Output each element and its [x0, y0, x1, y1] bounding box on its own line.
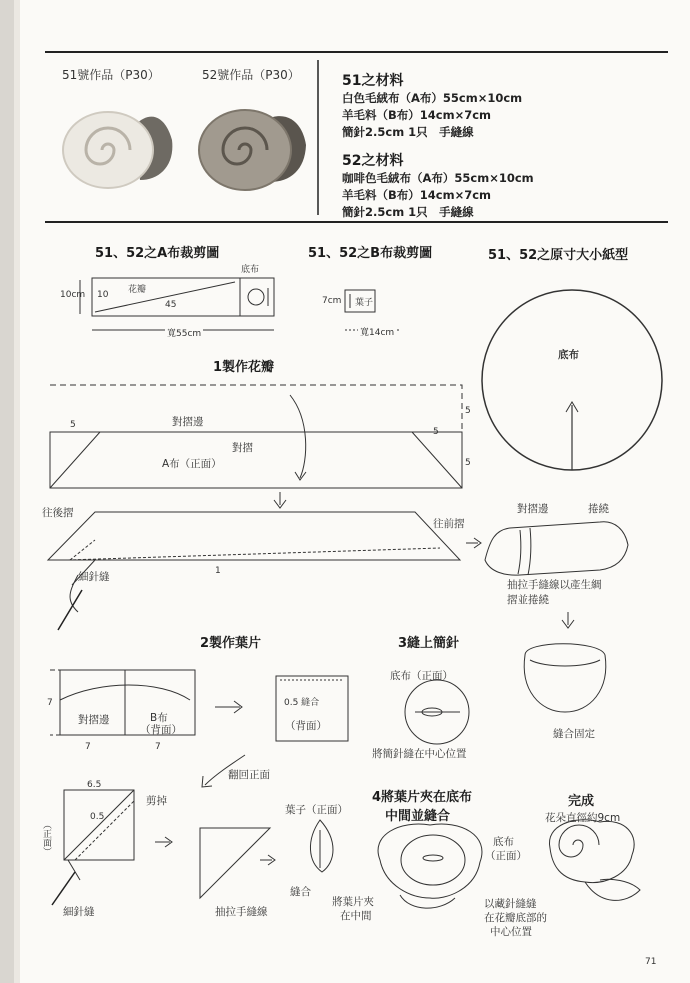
step3-base-front: 底布（正面）	[390, 670, 453, 682]
step2-b-2: （背面）	[140, 724, 182, 736]
step1-n5-bottom: 5	[465, 458, 471, 468]
step4-sew-3: 中心位置	[490, 926, 532, 938]
step4-sew-1: 以藏針縫縫	[484, 898, 537, 910]
b-height-label: 7cm	[322, 296, 342, 306]
step1-fabric: A布（正面）	[162, 458, 222, 470]
step3-note: 將簡針縫在中心位置	[372, 748, 467, 760]
step1-n5-top: 5	[465, 406, 471, 416]
step1-n1: 1	[215, 566, 221, 576]
step2-flip: 翻回正面	[228, 769, 270, 781]
step4-title-2: 中間並縫合	[385, 809, 451, 824]
page-number: 71	[645, 957, 657, 967]
a-base-label: 底布	[241, 265, 260, 275]
step1-fold-edge: 對摺邊	[172, 416, 204, 428]
step1-roll: 捲繞	[588, 503, 609, 515]
step2-n7-bottom-2: 7	[155, 742, 161, 752]
photo-caption-52: 52號作品（P30）	[202, 68, 300, 82]
step1-n5-right: 5	[433, 427, 439, 437]
step2-front: （正面）	[41, 820, 51, 856]
photo-caption-51: 51號作品（P30）	[62, 68, 160, 82]
a-cut-title: 51、52之A布裁剪圖	[95, 246, 220, 261]
step2-fold-edge: 對摺邊	[78, 714, 110, 726]
step2-n05: 0.5	[90, 812, 105, 822]
materials-51-line-1: 白色毛絨布（A布）55cm×10cm	[342, 91, 523, 105]
a-height-label: 10cm	[60, 290, 86, 300]
pattern-title: 51、52之原寸大小紙型	[488, 248, 629, 263]
step1-sew-fix: 縫合固定	[553, 728, 595, 740]
step2-title: 2製作葉片	[200, 636, 262, 651]
step2-fine-stitch: 細針縫	[63, 906, 95, 918]
step4-clip-2: 在中間	[340, 910, 372, 922]
done-title: 完成	[568, 794, 595, 809]
step4-sew-2: 在花瓣底部的	[484, 912, 547, 924]
materials-52-title: 52之材料	[342, 153, 404, 169]
pattern-base-label: 底布	[558, 349, 579, 361]
b-width-label: 寬14cm	[358, 325, 396, 338]
rose-photo-51	[63, 112, 172, 188]
b-leaf-label: 葉子	[355, 298, 374, 308]
a-n10-label: 10	[97, 290, 109, 300]
step1-fold-edge-2: 對摺邊	[517, 503, 549, 515]
materials-52-line-3: 簡針2.5cm 1只 手縫線	[342, 205, 474, 219]
step1-gather-2: 摺並捲繞	[507, 594, 549, 606]
step1-fold-back: 往後摺	[42, 507, 74, 519]
step2-n7-bottom-1: 7	[85, 742, 91, 752]
materials-52	[342, 150, 534, 221]
step1-title: 1製作花瓣	[213, 360, 275, 375]
step4-sew: 縫合	[290, 886, 311, 898]
materials-51-title: 51之材料	[342, 73, 404, 89]
step3-title: 3縫上簡針	[398, 636, 460, 651]
step1-fold-front: 往前摺	[433, 518, 465, 530]
step2-b-1: B布	[150, 712, 168, 724]
a-n45-label: 45	[165, 300, 177, 310]
a-width-label: 寬55cm	[165, 326, 203, 339]
b-cut-title: 51、52之B布裁剪圖	[308, 246, 433, 261]
materials-52-line-2: 羊毛料（B布）14cm×7cm	[342, 188, 492, 202]
materials-51	[342, 70, 522, 141]
done-diameter: 花朵直徑約9cm	[545, 812, 621, 824]
step4-clip-1: 將葉片夾	[332, 896, 374, 908]
step4-leaf-front: 葉子（正面）	[285, 804, 348, 816]
step4-title-1: 4將葉片夾在底布	[372, 790, 473, 805]
step2-n7-side: 7	[47, 698, 53, 708]
step1-gather-1: 抽拉手縫線以產生綢	[507, 579, 602, 591]
a-petal-label: 花瓣	[128, 285, 147, 295]
step1-fine-stitch: 細針縫	[78, 571, 110, 583]
materials-51-line-2: 羊毛料（B布）14cm×7cm	[342, 108, 492, 122]
materials-52-line-1: 咖啡色毛絨布（A布）55cm×10cm	[342, 171, 534, 185]
step2-cut: 剪掉	[146, 795, 167, 807]
step2-back: （背面）	[285, 720, 327, 732]
step4-base-2: （正面）	[485, 850, 527, 862]
step2-n65: 6.5	[87, 780, 102, 790]
rose-photo-52	[199, 110, 306, 190]
step4-base-1: 底布	[493, 836, 514, 848]
step2-seam: 0.5 縫合	[284, 698, 320, 708]
step1-n5-left: 5	[70, 420, 76, 430]
materials-51-line-3: 簡針2.5cm 1只 手縫線	[342, 125, 474, 139]
step1-fold: 對摺	[232, 442, 253, 454]
step2-pull: 抽拉手縫線	[215, 906, 268, 918]
